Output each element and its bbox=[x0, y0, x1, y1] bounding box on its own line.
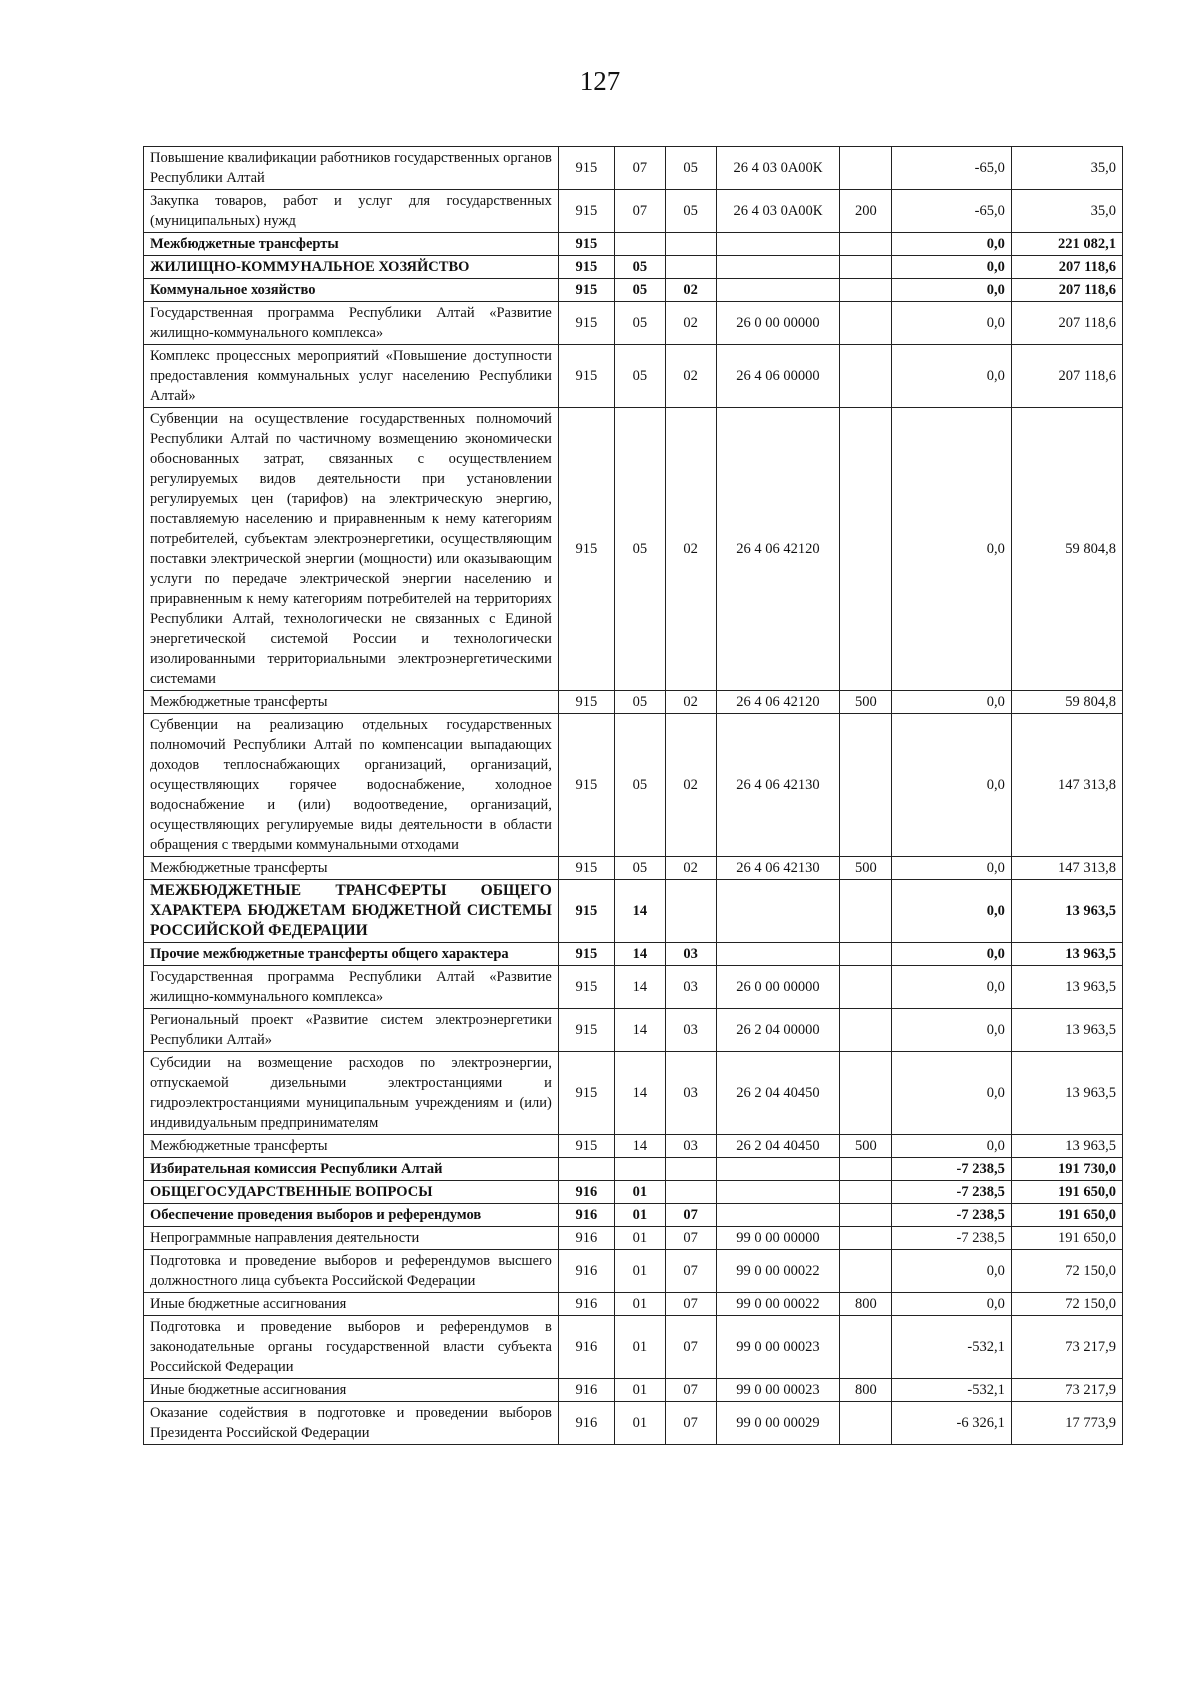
row-subsection-code: 07 bbox=[665, 1316, 716, 1379]
row-total-amount: 207 118,6 bbox=[1011, 256, 1122, 279]
row-section-code: 14 bbox=[614, 1135, 665, 1158]
row-total-amount: 13 963,5 bbox=[1011, 943, 1122, 966]
row-target-code: 99 0 00 00000 bbox=[716, 1227, 840, 1250]
table-row bbox=[144, 1009, 1123, 1052]
row-ministry-code: 916 bbox=[558, 1204, 614, 1227]
row-change-amount: -532,1 bbox=[892, 1316, 1012, 1379]
row-change-amount: -65,0 bbox=[892, 147, 1012, 190]
row-section-code: 01 bbox=[614, 1181, 665, 1204]
table-row bbox=[144, 714, 1123, 857]
row-subsection-code: 02 bbox=[665, 714, 716, 857]
row-total-amount: 73 217,9 bbox=[1011, 1379, 1122, 1402]
row-expense-type-code: 500 bbox=[840, 1135, 892, 1158]
row-total-amount: 147 313,8 bbox=[1011, 857, 1122, 880]
row-ministry-code: 915 bbox=[558, 880, 614, 943]
budget-table-body bbox=[144, 147, 1123, 1445]
row-change-amount: -65,0 bbox=[892, 190, 1012, 233]
row-name: Иные бюджетные ассигнования bbox=[144, 1293, 559, 1316]
table-row bbox=[144, 1316, 1123, 1379]
row-name: Субвенции на осуществление государственных полномочий Республики Алтай по частичному возмещению экономически обоснованных затрат, связанных с осуществлением регулируемых видов деятельности при установлении регулируемых цен (тарифов) на электрическую энергию, поставляемую населению и приравненным к нему категориям потребителей, субъектам электроэнергетики, осуществляющим поставки электрической энергии (мощности) или оказывающим услуги по передаче электрической энергии населению и приравненным к нему категориям потребителей на территориях Республики Алтай, технологически не связанных с Единой энергетической системой России и технологически изолированными территориальными электроэнергетическими системами bbox=[144, 408, 559, 691]
row-expense-type-code bbox=[840, 1316, 892, 1379]
row-total-amount: 191 650,0 bbox=[1011, 1204, 1122, 1227]
row-change-amount: 0,0 bbox=[892, 408, 1012, 691]
row-subsection-code: 05 bbox=[665, 147, 716, 190]
row-change-amount: 0,0 bbox=[892, 302, 1012, 345]
row-expense-type-code: 200 bbox=[840, 190, 892, 233]
row-total-amount: 207 118,6 bbox=[1011, 302, 1122, 345]
row-name: Повышение квалификации работников государственных органов Республики Алтай bbox=[144, 147, 559, 190]
row-section-code: 05 bbox=[614, 857, 665, 880]
row-total-amount: 13 963,5 bbox=[1011, 1052, 1122, 1135]
row-section-code: 14 bbox=[614, 943, 665, 966]
row-expense-type-code bbox=[840, 1250, 892, 1293]
row-target-code: 26 4 06 42120 bbox=[716, 691, 840, 714]
row-name: Субсидии на возмещение расходов по электроэнергии, отпускаемой дизельными электростанциями и гидроэлектростанциями муниципальным учреждениям и (или) индивидуальным предпринимателям bbox=[144, 1052, 559, 1135]
table-row bbox=[144, 1052, 1123, 1135]
row-change-amount: -7 238,5 bbox=[892, 1158, 1012, 1181]
row-expense-type-code bbox=[840, 279, 892, 302]
row-section-code: 01 bbox=[614, 1293, 665, 1316]
row-target-code: 99 0 00 00023 bbox=[716, 1379, 840, 1402]
row-ministry-code: 915 bbox=[558, 302, 614, 345]
row-change-amount: -7 238,5 bbox=[892, 1181, 1012, 1204]
row-ministry-code: 915 bbox=[558, 1135, 614, 1158]
row-target-code: 26 2 04 00000 bbox=[716, 1009, 840, 1052]
row-ministry-code: 915 bbox=[558, 408, 614, 691]
row-expense-type-code bbox=[840, 1009, 892, 1052]
row-change-amount: 0,0 bbox=[892, 966, 1012, 1009]
row-ministry-code: 916 bbox=[558, 1227, 614, 1250]
table-row bbox=[144, 880, 1123, 943]
row-section-code: 05 bbox=[614, 408, 665, 691]
row-subsection-code: 02 bbox=[665, 857, 716, 880]
row-total-amount: 13 963,5 bbox=[1011, 966, 1122, 1009]
row-subsection-code: 07 bbox=[665, 1227, 716, 1250]
row-name: Подготовка и проведение выборов и референдумов в законодательные органы государственной власти субъекта Российской Федерации bbox=[144, 1316, 559, 1379]
row-change-amount: 0,0 bbox=[892, 233, 1012, 256]
row-ministry-code: 915 bbox=[558, 714, 614, 857]
table-row bbox=[144, 408, 1123, 691]
row-ministry-code bbox=[558, 1158, 614, 1181]
row-target-code: 26 4 06 42130 bbox=[716, 714, 840, 857]
row-name: Коммунальное хозяйство bbox=[144, 279, 559, 302]
row-subsection-code: 03 bbox=[665, 1052, 716, 1135]
row-target-code: 26 4 06 42130 bbox=[716, 857, 840, 880]
row-expense-type-code: 800 bbox=[840, 1293, 892, 1316]
row-section-code: 07 bbox=[614, 147, 665, 190]
row-ministry-code: 916 bbox=[558, 1379, 614, 1402]
row-target-code: 26 2 04 40450 bbox=[716, 1052, 840, 1135]
row-ministry-code: 916 bbox=[558, 1293, 614, 1316]
row-expense-type-code bbox=[840, 714, 892, 857]
row-subsection-code: 07 bbox=[665, 1293, 716, 1316]
row-target-code: 26 4 03 0А00К bbox=[716, 147, 840, 190]
row-total-amount: 35,0 bbox=[1011, 190, 1122, 233]
row-target-code bbox=[716, 1204, 840, 1227]
row-expense-type-code bbox=[840, 880, 892, 943]
row-name: Обеспечение проведения выборов и референдумов bbox=[144, 1204, 559, 1227]
row-change-amount: 0,0 bbox=[892, 1052, 1012, 1135]
row-section-code: 01 bbox=[614, 1379, 665, 1402]
table-row bbox=[144, 302, 1123, 345]
row-expense-type-code bbox=[840, 1227, 892, 1250]
row-ministry-code: 915 bbox=[558, 943, 614, 966]
row-total-amount: 207 118,6 bbox=[1011, 279, 1122, 302]
row-total-amount: 221 082,1 bbox=[1011, 233, 1122, 256]
row-target-code: 26 0 00 00000 bbox=[716, 966, 840, 1009]
row-total-amount: 191 650,0 bbox=[1011, 1227, 1122, 1250]
row-expense-type-code bbox=[840, 1181, 892, 1204]
row-expense-type-code bbox=[840, 1204, 892, 1227]
row-total-amount: 191 730,0 bbox=[1011, 1158, 1122, 1181]
row-section-code: 07 bbox=[614, 190, 665, 233]
row-subsection-code bbox=[665, 1158, 716, 1181]
row-change-amount: 0,0 bbox=[892, 345, 1012, 408]
row-change-amount: 0,0 bbox=[892, 880, 1012, 943]
row-total-amount: 13 963,5 bbox=[1011, 1135, 1122, 1158]
row-expense-type-code bbox=[840, 345, 892, 408]
row-name: Комплекс процессных мероприятий «Повышение доступности предоставления коммунальных услуг населению Республики Алтай» bbox=[144, 345, 559, 408]
row-subsection-code: 07 bbox=[665, 1204, 716, 1227]
row-target-code: 26 2 04 40450 bbox=[716, 1135, 840, 1158]
row-subsection-code: 07 bbox=[665, 1379, 716, 1402]
row-ministry-code: 915 bbox=[558, 1052, 614, 1135]
row-change-amount: -6 326,1 bbox=[892, 1402, 1012, 1445]
table-row bbox=[144, 1204, 1123, 1227]
row-change-amount: -532,1 bbox=[892, 1379, 1012, 1402]
row-ministry-code: 915 bbox=[558, 147, 614, 190]
row-total-amount: 191 650,0 bbox=[1011, 1181, 1122, 1204]
row-target-code: 99 0 00 00023 bbox=[716, 1316, 840, 1379]
row-section-code: 14 bbox=[614, 966, 665, 1009]
row-ministry-code: 915 bbox=[558, 279, 614, 302]
row-name: Иные бюджетные ассигнования bbox=[144, 1379, 559, 1402]
row-name: Межбюджетные трансферты bbox=[144, 857, 559, 880]
row-total-amount: 35,0 bbox=[1011, 147, 1122, 190]
table-row bbox=[144, 1158, 1123, 1181]
row-expense-type-code: 800 bbox=[840, 1379, 892, 1402]
table-row bbox=[144, 190, 1123, 233]
row-subsection-code: 03 bbox=[665, 943, 716, 966]
page-number: 127 bbox=[579, 66, 621, 96]
table-row bbox=[144, 147, 1123, 190]
table-row bbox=[144, 1379, 1123, 1402]
table-row bbox=[144, 1181, 1123, 1204]
row-target-code: 99 0 00 00022 bbox=[716, 1250, 840, 1293]
row-target-code: 26 4 03 0А00К bbox=[716, 190, 840, 233]
row-ministry-code: 915 bbox=[558, 190, 614, 233]
row-section-code: 05 bbox=[614, 691, 665, 714]
row-expense-type-code bbox=[840, 943, 892, 966]
row-expense-type-code bbox=[840, 1402, 892, 1445]
table-row bbox=[144, 691, 1123, 714]
row-name: Избирательная комиссия Республики Алтай bbox=[144, 1158, 559, 1181]
row-section-code: 05 bbox=[614, 302, 665, 345]
row-target-code bbox=[716, 279, 840, 302]
row-subsection-code: 03 bbox=[665, 1009, 716, 1052]
row-target-code bbox=[716, 1181, 840, 1204]
row-name: Межбюджетные трансферты bbox=[144, 691, 559, 714]
row-section-code: 05 bbox=[614, 279, 665, 302]
row-subsection-code: 02 bbox=[665, 408, 716, 691]
row-total-amount: 13 963,5 bbox=[1011, 880, 1122, 943]
row-change-amount: 0,0 bbox=[892, 1135, 1012, 1158]
row-target-code bbox=[716, 880, 840, 943]
row-section-code: 01 bbox=[614, 1204, 665, 1227]
row-name: Государственная программа Республики Алтай «Развитие жилищно-коммунального комплекса» bbox=[144, 302, 559, 345]
row-name: Региональный проект «Развитие систем электроэнергетики Республики Алтай» bbox=[144, 1009, 559, 1052]
row-name: Субвенции на реализацию отдельных государственных полномочий Республики Алтай по компенсации выпадающих доходов теплоснабжающих организаций, организаций, осуществляющих горячее водоснабжение, холодное водоснабжение и (или) водоотведение, организаций, осуществляющих регулируемые виды деятельности в области обращения с твердыми коммунальными отходами bbox=[144, 714, 559, 857]
row-subsection-code: 07 bbox=[665, 1402, 716, 1445]
row-subsection-code: 02 bbox=[665, 691, 716, 714]
row-subsection-code bbox=[665, 880, 716, 943]
row-name: ЖИЛИЩНО-КОММУНАЛЬНОЕ ХОЗЯЙСТВО bbox=[144, 256, 559, 279]
row-target-code bbox=[716, 233, 840, 256]
row-change-amount: 0,0 bbox=[892, 857, 1012, 880]
table-row bbox=[144, 345, 1123, 408]
row-section-code: 01 bbox=[614, 1316, 665, 1379]
row-subsection-code bbox=[665, 256, 716, 279]
row-total-amount: 17 773,9 bbox=[1011, 1402, 1122, 1445]
row-target-code bbox=[716, 943, 840, 966]
row-name: Закупка товаров, работ и услуг для государственных (муниципальных) нужд bbox=[144, 190, 559, 233]
row-name: МЕЖБЮДЖЕТНЫЕ ТРАНСФЕРТЫ ОБЩЕГО ХАРАКТЕРА БЮДЖЕТАМ БЮДЖЕТНОЙ СИСТЕМЫ РОССИЙСКОЙ ФЕДЕРАЦИИ bbox=[144, 880, 559, 943]
row-expense-type-code bbox=[840, 302, 892, 345]
row-ministry-code: 915 bbox=[558, 966, 614, 1009]
row-change-amount: 0,0 bbox=[892, 1250, 1012, 1293]
row-name: Непрограммные направления деятельности bbox=[144, 1227, 559, 1250]
table-row bbox=[144, 857, 1123, 880]
row-section-code: 05 bbox=[614, 256, 665, 279]
table-row bbox=[144, 1250, 1123, 1293]
row-subsection-code bbox=[665, 1181, 716, 1204]
row-subsection-code: 05 bbox=[665, 190, 716, 233]
row-subsection-code: 03 bbox=[665, 1135, 716, 1158]
row-total-amount: 13 963,5 bbox=[1011, 1009, 1122, 1052]
row-total-amount: 72 150,0 bbox=[1011, 1293, 1122, 1316]
row-change-amount: 0,0 bbox=[892, 714, 1012, 857]
row-ministry-code: 916 bbox=[558, 1250, 614, 1293]
row-target-code: 26 0 00 00000 bbox=[716, 302, 840, 345]
row-target-code: 99 0 00 00029 bbox=[716, 1402, 840, 1445]
row-target-code bbox=[716, 256, 840, 279]
row-change-amount: 0,0 bbox=[892, 1009, 1012, 1052]
row-expense-type-code bbox=[840, 233, 892, 256]
row-total-amount: 207 118,6 bbox=[1011, 345, 1122, 408]
row-total-amount: 147 313,8 bbox=[1011, 714, 1122, 857]
table-row bbox=[144, 1135, 1123, 1158]
table-row bbox=[144, 233, 1123, 256]
row-name: Межбюджетные трансферты bbox=[144, 233, 559, 256]
table-row bbox=[144, 256, 1123, 279]
row-change-amount: 0,0 bbox=[892, 943, 1012, 966]
row-change-amount: 0,0 bbox=[892, 691, 1012, 714]
row-total-amount: 72 150,0 bbox=[1011, 1250, 1122, 1293]
row-section-code: 01 bbox=[614, 1227, 665, 1250]
row-name: Государственная программа Республики Алтай «Развитие жилищно-коммунального комплекса» bbox=[144, 966, 559, 1009]
table-row bbox=[144, 1227, 1123, 1250]
row-subsection-code: 02 bbox=[665, 345, 716, 408]
row-name: Оказание содействия в подготовке и проведении выборов Президента Российской Федерации bbox=[144, 1402, 559, 1445]
row-section-code: 05 bbox=[614, 345, 665, 408]
table-row bbox=[144, 1402, 1123, 1445]
row-total-amount: 59 804,8 bbox=[1011, 691, 1122, 714]
row-section-code: 05 bbox=[614, 714, 665, 857]
row-ministry-code: 915 bbox=[558, 233, 614, 256]
row-name: Прочие межбюджетные трансферты общего характера bbox=[144, 943, 559, 966]
row-ministry-code: 915 bbox=[558, 857, 614, 880]
row-expense-type-code bbox=[840, 966, 892, 1009]
row-section-code: 14 bbox=[614, 1009, 665, 1052]
table-row bbox=[144, 966, 1123, 1009]
row-change-amount: -7 238,5 bbox=[892, 1227, 1012, 1250]
row-expense-type-code: 500 bbox=[840, 857, 892, 880]
row-expense-type-code bbox=[840, 256, 892, 279]
row-change-amount: 0,0 bbox=[892, 256, 1012, 279]
row-expense-type-code bbox=[840, 1052, 892, 1135]
row-name: ОБЩЕГОСУДАРСТВЕННЫЕ ВОПРОСЫ bbox=[144, 1181, 559, 1204]
row-change-amount: 0,0 bbox=[892, 1293, 1012, 1316]
row-section-code bbox=[614, 233, 665, 256]
row-ministry-code: 915 bbox=[558, 256, 614, 279]
row-total-amount: 59 804,8 bbox=[1011, 408, 1122, 691]
row-total-amount: 73 217,9 bbox=[1011, 1316, 1122, 1379]
table-row bbox=[144, 279, 1123, 302]
row-expense-type-code bbox=[840, 408, 892, 691]
row-expense-type-code: 500 bbox=[840, 691, 892, 714]
row-subsection-code: 02 bbox=[665, 302, 716, 345]
row-ministry-code: 916 bbox=[558, 1316, 614, 1379]
row-target-code bbox=[716, 1158, 840, 1181]
budget-table bbox=[143, 146, 1123, 1445]
row-target-code: 26 4 06 42120 bbox=[716, 408, 840, 691]
row-change-amount: 0,0 bbox=[892, 279, 1012, 302]
table-row bbox=[144, 1293, 1123, 1316]
row-subsection-code bbox=[665, 233, 716, 256]
row-subsection-code: 07 bbox=[665, 1250, 716, 1293]
row-target-code: 99 0 00 00022 bbox=[716, 1293, 840, 1316]
row-section-code: 01 bbox=[614, 1402, 665, 1445]
row-name: Подготовка и проведение выборов и референдумов высшего должностного лица субъекта Российской Федерации bbox=[144, 1250, 559, 1293]
table-row bbox=[144, 943, 1123, 966]
row-ministry-code: 916 bbox=[558, 1402, 614, 1445]
row-ministry-code: 916 bbox=[558, 1181, 614, 1204]
row-ministry-code: 915 bbox=[558, 345, 614, 408]
row-section-code: 14 bbox=[614, 880, 665, 943]
row-expense-type-code bbox=[840, 147, 892, 190]
row-expense-type-code bbox=[840, 1158, 892, 1181]
row-change-amount: -7 238,5 bbox=[892, 1204, 1012, 1227]
row-ministry-code: 915 bbox=[558, 691, 614, 714]
row-section-code: 14 bbox=[614, 1052, 665, 1135]
row-name: Межбюджетные трансферты bbox=[144, 1135, 559, 1158]
row-subsection-code: 03 bbox=[665, 966, 716, 1009]
row-section-code: 01 bbox=[614, 1250, 665, 1293]
row-target-code: 26 4 06 00000 bbox=[716, 345, 840, 408]
row-ministry-code: 915 bbox=[558, 1009, 614, 1052]
row-section-code bbox=[614, 1158, 665, 1181]
row-subsection-code: 02 bbox=[665, 279, 716, 302]
